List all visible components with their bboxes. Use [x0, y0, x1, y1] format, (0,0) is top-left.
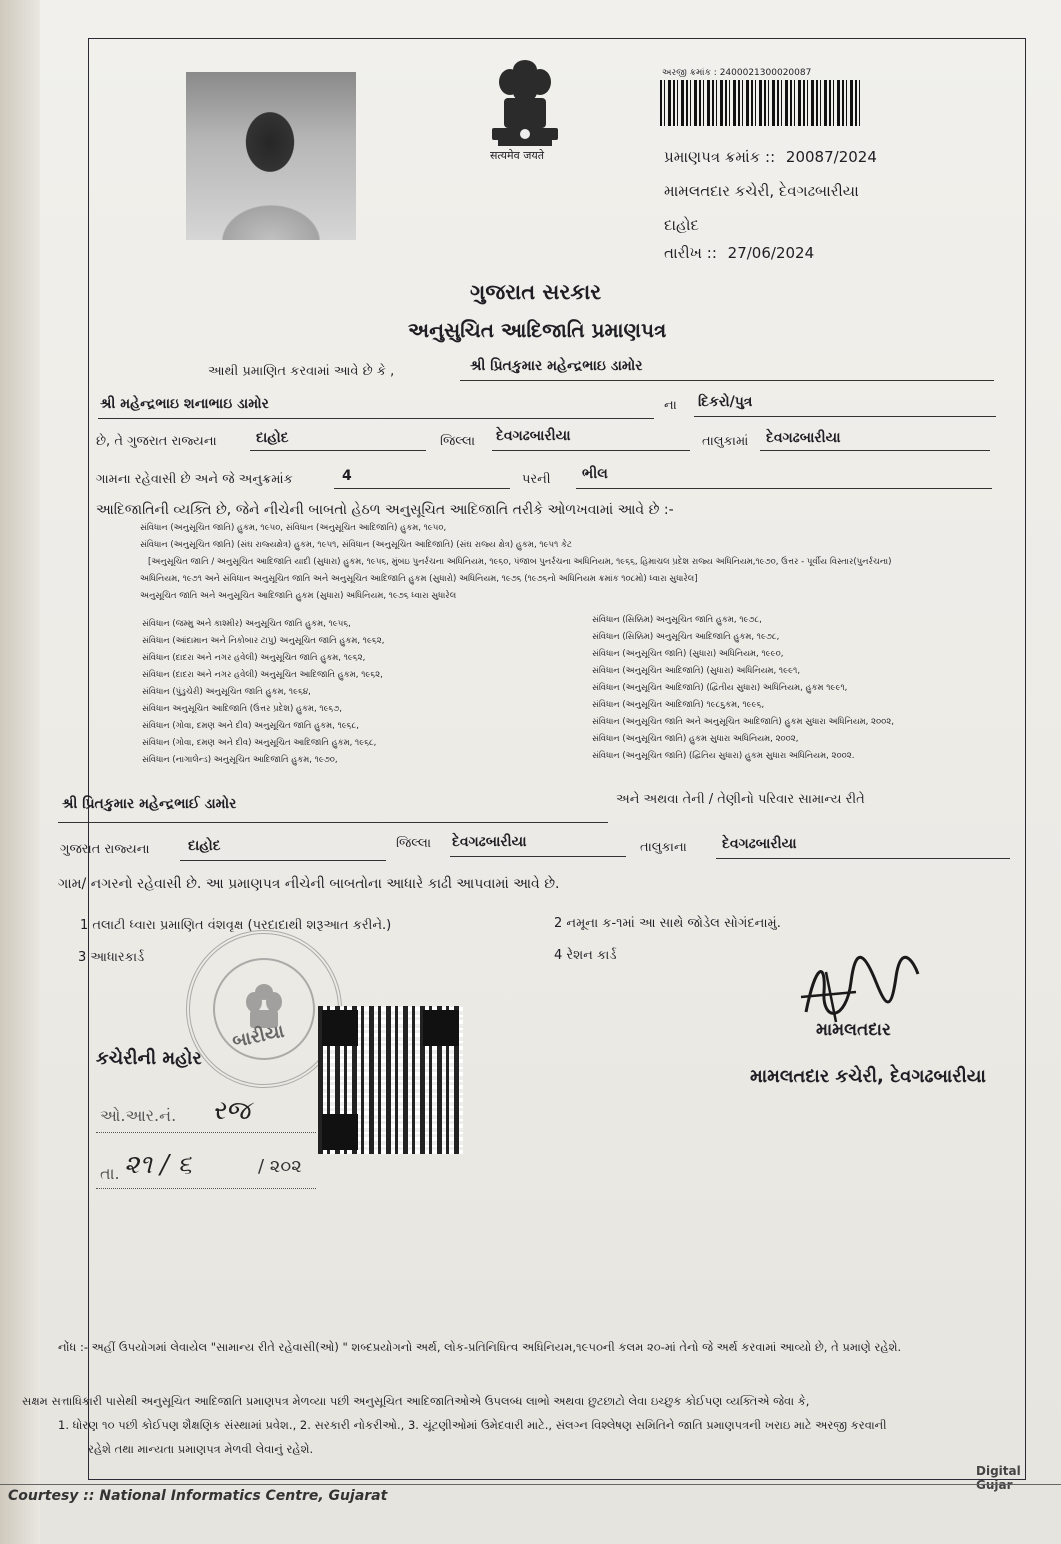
resident-text: ગામના રહેવાસી છે અને જે અનુક્રમાંક	[96, 472, 293, 487]
order-line: સંવિધાન (અનુસૂચિત જાતિ અને અનુસૂચિત આદિજાતિ) હુકમ સુધારા અધિનિયમ, ૨૦૦૨,	[592, 717, 894, 727]
applicant-name: શ્રી પ્રિતકુમાર મહેન્દ્રભાઇ ડામોર	[470, 358, 643, 374]
certificate-number-row	[664, 148, 877, 166]
residence-district-value-line	[450, 856, 626, 857]
issuing-district: દાહોદ	[664, 216, 699, 234]
order-line: સંવિધાન (અનુસૂચિત આદિજાતિ) (સુધારા) અધિનિયમ, ૧૯૯૧,	[592, 666, 801, 676]
family-text: અને અથવા તેની / તેણીનો પરિવાર સામાન્ય રીતે	[616, 792, 865, 807]
issuing-office: મામલતદાર કચેરી, દેવગઢબારીયા	[664, 182, 859, 200]
footer-para-1: સક્ષમ સત્તાધિકારી પાસેથી અનુસૂચિત આદિજાતિ પ્રમાણપત્ર મેળવ્યા પછી અનુસૂચિત આદિજાતિઓએ ઉપલબ્ધ લાભો અથવા છુટછાટો લેવા ઇચ્છુક કોઈપણ વ્યક્તિએ જેવા કે,	[22, 1394, 810, 1408]
register-number: રજ	[212, 1096, 251, 1126]
issue-date: 27/06/2024	[727, 244, 815, 262]
qr-code	[318, 1006, 463, 1154]
district-value: દેવગઢબારીયા	[496, 428, 571, 444]
residence-district-value: દેવગઢબારીયા	[452, 834, 527, 850]
order-line: સંવિધાન (સિક્કિમ) અનુસૂચિત જાતિ હુકમ, ૧૯૭૮,	[592, 615, 762, 625]
stamp-year: / ૨૦૨	[258, 1156, 302, 1177]
order-line: સંવિધાન (અનુસૂચિત આદિજાતિ) (દ્વિતીય સુધારા) અધિનિયમ, હુકમ ૧૯૯૧,	[592, 683, 848, 693]
order-line: સંવિધાન (અનુસૂચિત જાતિ) (સંઘ રાજ્યક્ષેત્ર) હુકમ, ૧૯૫૧, સંવિધાન (અનુસૂચિત આદિજાતિ) (સંઘ રાજ્ય ક્ષેત્ર) હુકમ, ૧૯૫૧ કેટ	[140, 540, 572, 550]
certificate-number: 20087/2024	[785, 148, 877, 166]
district-label: જિલ્લા	[440, 434, 476, 449]
order-line: સંવિધાન (અનુસૂચિત આદિજાતિ) ૧૯૮૬ુકમ, ૧૯૯૬,	[592, 700, 765, 710]
application-number: અરજી ક્રમાંક : 2400021300020087	[662, 68, 812, 78]
government-title: ગુજરાત સરકાર	[470, 280, 602, 304]
order-line: [અનુસૂચિત જાતિ / અનુસૂચિત આદિજાતિ યાદી (સુધારા) હુકમ, ૧૯૫૬, મુંબઇ પુનર્રચના અધિનિયમ, ૧૯૬૦, પંજાબ પુનર્રચના અધિનિયમ, ૧૯૬૬, હિમાચલ પ્રદેશ રાજ્ય અધિનિયમ,૧૯૭૦, ઉત્તર - પૂર્વીય વિસ્તાર(પુનર્રચના)	[148, 557, 892, 567]
courtesy-text: Courtesy :: National Informatics Centre, Gujarat	[8, 1488, 388, 1504]
officer-office: મામલતદાર કચેરી, દેવગઢબારીયા	[750, 1066, 986, 1087]
order-line: સંવિધાન (જમ્મુ અને કાશ્મીર) અનુસૂચિત જાતિ હુકમ, ૧૯૫૬,	[142, 619, 351, 629]
stamp-date-label: તા.	[100, 1164, 120, 1183]
digital-gujarat-label: Digital Gujar	[976, 1464, 1021, 1492]
emblem-caption: सत्यमेव जयते	[490, 149, 545, 162]
order-line: સંવિધાન (નાગાલેન્ડ) અનુસૂચિત આદિજાતિ હુકમ, ૧૯૭૦,	[142, 755, 338, 765]
handwritten-date: ૨૧ / ૬	[124, 1150, 192, 1180]
register-line	[96, 1132, 316, 1133]
order-line: સંવિધાન (દાદરા અને નગર હવેલી) અનુસૂચિત જાતિ હુકમ, ૧૯૬૨,	[142, 653, 366, 663]
tribe-name: ભીલ	[582, 466, 608, 482]
relation: દિકરો/પુત્ર	[698, 394, 753, 410]
paper-fold	[0, 0, 40, 1544]
tribe-line	[576, 488, 992, 489]
footer-para-3: રહેશે તથા માન્યતા પ્રમાણપત્ર મેળવી લેવાનું રહેશે.	[88, 1442, 314, 1456]
relation-line	[694, 416, 996, 417]
order-line: અનુસૂચિત જાતિ અને અનુસૂચિત આદિજાતિ હુકમ (સુધારા) અધિનિયમ, ૧૯૭૬ ધ્વારા સુધારેલ	[140, 591, 457, 601]
resident-name-line	[58, 822, 608, 823]
serial-number: 4	[342, 468, 352, 484]
date-line	[96, 1188, 316, 1189]
orders-left	[142, 616, 384, 769]
recognized-text: આદિજાતિની વ્યક્તિ છે, જેને નીચેની બાબતો હેઠળ અનુસૂચિત આદિજાતિ તરીકે ઓળખવામાં આવે છે :-	[96, 502, 674, 518]
certify-text: આથી પ્રમાણિત કરવામાં આવે છે કે ,	[208, 364, 395, 379]
order-line: સંવિધાન (ગોવા, દમણ અને દીવ) અનુસૂચિત જાતિ હુકમ, ૧૯૬૮,	[142, 721, 359, 731]
resident-name: શ્રી પ્રિતકુમાર મહેન્દ્રભાઈ ડામોર	[62, 796, 237, 812]
father-line	[98, 418, 654, 419]
order-line: અધિનિયમ, ૧૯૭૧ અને સંવિધાન અનુસૂચિત જાતિ અને અનુસૂચિત આદિજાતિ હુકમ (સુધારો) અધિનિયમ, ૧૯૭૬ (૧૯૭૬નો અધિનિયમ ક્રમાંક ૧૦૮મો) ધ્વારા સુધારેલ]	[140, 574, 698, 584]
seal-text: બારીયા	[230, 1020, 287, 1053]
orders-right	[592, 612, 894, 765]
office-seal-label: કચેરીની મહોર	[96, 1048, 202, 1069]
residence-district-line	[180, 860, 386, 861]
order-line: સંવિધાન અનુસૂચિત આદિજાતિ (ઉત્તર પ્રદેશ) હુકમ, ૧૯૬૭,	[142, 704, 343, 714]
residence-district-label: જિલ્લા	[396, 836, 432, 851]
order-line: સંવિધાન (ગોવા, દમણ અને દીવ) અનુસૂચિત આદિજાતિ હુકમ, ૧૯૬૮,	[142, 738, 377, 748]
register-label: ઓ.આર.નં.	[100, 1106, 177, 1125]
order-line: સંવિધાન (અનુસૂચિત જાતિ) (સુધારા) અધિનિયમ, ૧૯૯૦,	[592, 649, 784, 659]
residence-state-prefix: ગુજરાત રાજ્યના	[60, 842, 150, 857]
order-line: સંવિધાન (આંદામાન અને નિકોબાર ટાપુ) અનુસૂચિત જાતિ હુકમ, ૧૯૬૨,	[142, 636, 385, 646]
state-prefix: છે, તે ગુજરાત રાજ્યના	[96, 434, 217, 449]
order-line: સંવિધાન (દાદરા અને નગર હવેલી) અનુસૂચિત આદિજાતિ હુકમ, ૧૯૬૨,	[142, 670, 383, 680]
residence-taluka-label: તાલુકાના	[640, 840, 687, 855]
basis-text: ગામ/ નગરનો રહેવાસી છે. આ પ્રમાણપત્ર નીચેની બાબતોના આધારે કાઢી આપવામાં આવે છે.	[58, 876, 560, 892]
residence-taluka-line	[716, 858, 1010, 859]
document-item-3: 3 આધારકાર્ડ	[78, 950, 145, 965]
orders-top	[140, 520, 891, 605]
applicant-photo	[186, 72, 356, 240]
order-line: સંવિધાન (પુંડુચેરી) અનુસૂચિત જાતિ હુકમ, ૧૯૬૪,	[142, 687, 311, 697]
barcode	[660, 80, 860, 126]
serial-line	[334, 488, 510, 489]
certificate-number-label: પ્રમાણપત્ર ક્રમાંક ::	[664, 148, 776, 166]
officer-designation: મામલતદાર	[816, 1020, 891, 1040]
order-line: સંવિધાન (અનુસૂચિત જાતિ) હુકમ, ૧૯૫૦, સંવિધાન (અનુસૂચિત આદિજાતિ) હુકમ, ૧૯૫૦,	[140, 523, 447, 533]
state-district-line	[250, 450, 426, 451]
name-line	[460, 380, 994, 381]
of-label: ના	[664, 398, 677, 413]
seal-emblem-icon	[190, 934, 338, 1084]
residence-state-district: દાહોદ	[188, 838, 221, 854]
certificate-title: અનુસુચિત આદિજાતિ પ્રમાણપત્ર	[408, 318, 667, 342]
order-line: સંવિધાન (અનુસૂચિત જાતિ) હુકમ સુધારા અધિનિયમ, ૨૦૦૨,	[592, 734, 799, 744]
issue-date-row	[664, 244, 814, 262]
order-line: સંવિધાન (અનુસૂચિત જાતિ) (દ્વિતિય સુધારા) હુકમ સુધારા અધિનિયમ, ૨૦૦૨.	[592, 751, 855, 761]
father-name: શ્રી મહેન્દ્રભાઇ શનાભાઇ ડામોર	[100, 396, 269, 412]
taluka-label: તાલુકામાં	[702, 434, 749, 449]
document-item-2: 2 નમૂના ક-૧માં આ સાથે જોડેલ સોગંદનામું.	[554, 916, 781, 931]
residence-taluka-value: દેવગઢબારીયા	[722, 836, 797, 852]
footer-para-2: 1. ધોરણ ૧૦ પછી કોઈપણ શૈક્ષણિક સંસ્થામાં પ્રવેશ., 2. સરકારી નોકરીઓ., 3. ચૂંટણીઓમાં ઉમેદવારી માટે., સંલગ્ન વિશ્લેષણ સમિતિને જાતિ પ્રમાણપત્રની ખરાઇ માટે અરજી કરવાની	[58, 1418, 887, 1432]
state-district: દાહોદ	[256, 430, 289, 446]
footer-note: નોંધ :- અહીં ઉપયોગમાં લેવાયેલ "સામાન્ય રીતે રહેવાસી(ઓ) " શબ્દપ્રયોગનો અર્થ, લોક-પ્રતિનિધિત્વ અધિનિયમ,૧૯૫૦ની કલમ ૨૦-માં તેનો જે અર્થ કરવામાં આવ્યો છે, તે પ્રમાણે રહેશે.	[58, 1340, 902, 1354]
order-line: સંવિધાન (સિક્કિમ) અનુસૂચિત આદિજાતિ હુકમ, ૧૯૭૮,	[592, 632, 780, 642]
document-item-4: 4 રેશન કાર્ડ	[554, 948, 617, 963]
footer-divider	[0, 1484, 1061, 1485]
taluka-value: દેવગઢબારીયા	[766, 430, 841, 446]
issue-date-label: તારીખ ::	[664, 244, 717, 262]
of-caste-label: પરની	[522, 472, 551, 487]
district-line	[492, 450, 690, 451]
document-item-1: 1 તલાટી ધ્વારા પ્રમાણિત વંશવૃક્ષ (પરદાદાથી શરૂઆત કરીને.)	[80, 918, 392, 933]
taluka-line	[760, 450, 990, 451]
